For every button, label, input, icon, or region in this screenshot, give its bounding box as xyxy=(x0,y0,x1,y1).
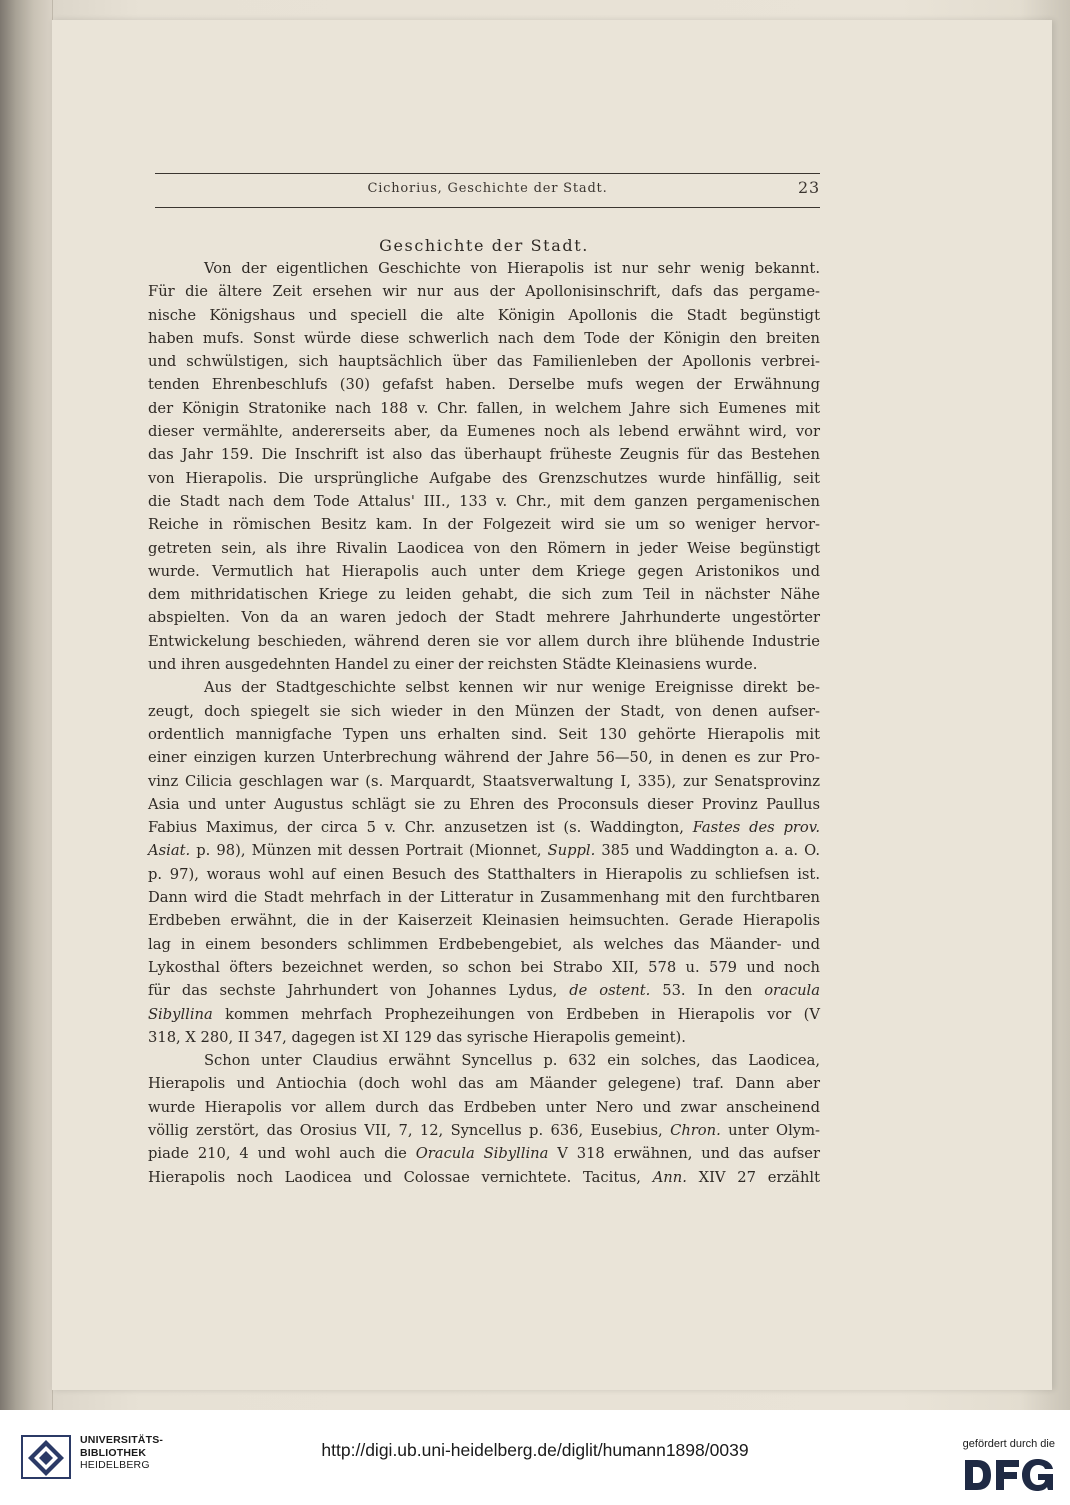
text-line xyxy=(148,956,820,979)
italic-citation: Suppl. xyxy=(547,842,596,860)
italic-citation: Chron. xyxy=(670,1121,721,1139)
running-title: Cichorius, Geschichte der Stadt. xyxy=(367,181,608,196)
text-segment: 318, X 280, II 347, dagegen ist XI 129 das syrische Hierapolis gemeint). xyxy=(148,1028,686,1046)
text-line xyxy=(148,1003,820,1026)
text-line xyxy=(148,1096,820,1119)
text-line xyxy=(148,793,820,816)
text-segment: für das sechste Jahrhundert von Johannes Lydus, xyxy=(148,982,570,1000)
text-segment: Reiche in römischen Besitz kam. In der Folgezeit wird sie um so weniger hervor- xyxy=(148,516,820,534)
text-segment: Von der eigentlichen Geschichte von Hierapolis ist nur sehr wenig bekannt. xyxy=(204,260,820,277)
section-title: Geschichte der Stadt. xyxy=(379,236,589,255)
text-segment: völlig zerstört, das Orosius VII, 7, 12, Syncellus p. 636, Eusebius, xyxy=(148,1121,671,1139)
text-segment: Erdbeben erwähnt, die in der Kaiserzeit Kleinasien heimsuchten. Gerade Hierapolis xyxy=(148,912,820,930)
text-segment: p. 98), Münzen mit dessen Portrait (Mionnet, xyxy=(190,842,548,860)
text-line xyxy=(148,886,820,909)
text-line xyxy=(148,1166,820,1189)
text-line xyxy=(148,630,820,653)
text-segment: piade 210, 4 und wohl auch die xyxy=(148,1145,416,1163)
text-segment: Schon unter Claudius erwähnt Syncellus p. 632 ein solches, das Laodicea, xyxy=(204,1052,820,1070)
text-segment: 53. In den xyxy=(650,982,765,1000)
text-segment: Fabius Maximus, der circa 5 v. Chr. anzusetzen ist (s. Waddington, xyxy=(148,819,693,837)
dfg-logo-icon xyxy=(963,1456,1055,1494)
text-line xyxy=(148,350,820,373)
text-segment: und ihren ausgedehnten Handel zu einer der reichsten Städte Kleinasiens wurde. xyxy=(148,656,758,674)
text-line xyxy=(148,653,820,676)
body-text xyxy=(148,257,820,1189)
text-line xyxy=(148,606,820,629)
italic-citation: Oracula Sibyllina xyxy=(415,1145,549,1163)
text-line xyxy=(148,863,820,886)
text-line xyxy=(148,979,820,1002)
text-segment: XIV 27 erzählt xyxy=(686,1168,820,1186)
header-rule-top xyxy=(155,173,820,174)
text-line xyxy=(148,583,820,606)
text-segment: Hierapolis noch Laodicea und Colossae vernichtete. Tacitus, xyxy=(148,1168,653,1186)
text-segment: der Königin Stratonike nach 188 v. Chr. fallen, in welchem Jahre sich Eumenes mit xyxy=(148,399,820,417)
italic-citation: Ann. xyxy=(652,1168,687,1186)
text-line xyxy=(148,443,820,466)
text-segment: Hierapolis und Antiochia (doch wohl das am Mäander gelegene) traf. Dann aber xyxy=(148,1075,820,1093)
text-segment: zeugt, doch spiegelt sie sich wieder in den Münzen der Stadt, von denen aufser- xyxy=(148,702,820,720)
page-number: 23 xyxy=(798,178,820,197)
text-line xyxy=(148,933,820,956)
italic-citation: Fastes des prov. xyxy=(692,819,820,837)
text-line xyxy=(148,304,820,327)
text-line xyxy=(148,1142,820,1165)
text-segment: von Hierapolis. Die ursprüngliche Aufgabe des Grenzschutzes wurde hinfällig, seit xyxy=(148,469,820,487)
header-rule-bottom xyxy=(155,207,820,208)
text-line xyxy=(148,1072,820,1095)
library-line-2: BIBLIOTHEK xyxy=(80,1446,147,1459)
running-head xyxy=(155,178,820,204)
text-line xyxy=(148,280,820,303)
text-line xyxy=(148,420,820,443)
text-line xyxy=(148,1026,820,1049)
text-line xyxy=(148,373,820,396)
text-segment: dem mithridatischen Kriege zu leiden gehabt, die sich zum Teil in nächster Nähe xyxy=(148,586,820,604)
text-line xyxy=(148,560,820,583)
text-line xyxy=(148,909,820,932)
text-line xyxy=(148,1119,820,1142)
text-segment: Dann wird die Stadt mehrfach in der Litteratur in Zusammenhang mit den furchtbaren xyxy=(148,889,820,907)
italic-citation: Sibyllina xyxy=(148,1005,213,1023)
library-line-3: HEIDELBERG xyxy=(80,1459,150,1471)
text-segment: Lykosthal öfters bezeichnet werden, so schon bei Strabo XII, 578 u. 579 und noch xyxy=(148,958,820,976)
text-line xyxy=(148,490,820,513)
text-segment: einer einzigen kurzen Unterbrechung während der Jahre 56—50, in denen es zur Pro- xyxy=(148,749,820,767)
text-line xyxy=(148,700,820,723)
text-segment: wurde. Vermutlich hat Hierapolis auch unter dem Kriege gegen Aristonikos und xyxy=(148,562,820,580)
text-line xyxy=(148,397,820,420)
text-line xyxy=(148,467,820,490)
text-line xyxy=(148,257,820,280)
text-segment: getreten sein, als ihre Rivalin Laodicea von den Römern in jeder Weise begünstigt xyxy=(148,539,820,557)
text-segment: und schwülstigen, sich hauptsächlich über das Familienleben der Apollonis verbrei- xyxy=(148,353,820,371)
text-line xyxy=(148,327,820,350)
text-segment: ordentlich mannigfache Typen uns erhalten sind. Seit 130 gehörte Hierapolis mit xyxy=(148,725,820,743)
text-line xyxy=(148,1049,820,1072)
book-spine xyxy=(0,0,53,1410)
text-segment: unter Olym- xyxy=(720,1121,820,1139)
text-line xyxy=(148,746,820,769)
text-segment: kommen mehrfach Prophezeihungen von Erdbeben in Hierapolis vor (V xyxy=(212,1005,820,1023)
text-segment: die Stadt nach dem Tode Attalus' III., 133 v. Chr., mit dem ganzen pergamenischen xyxy=(148,492,820,510)
text-segment: das Jahr 159. Die Inschrift ist also das überhaupt früheste Zeugnis für das Bestehen xyxy=(148,446,820,464)
text-line xyxy=(148,676,820,699)
text-segment: dieser vermählte, andererseits aber, da Eumenes noch als lebend erwähnt wird, vor xyxy=(148,423,820,441)
text-line xyxy=(148,770,820,793)
text-segment: lag in einem besonders schlimmen Erdbebengebiet, als welches das Mäander- und xyxy=(148,935,820,953)
funded-by-label: gefördert durch die xyxy=(962,1438,1055,1450)
text-segment: haben mufs. Sonst würde diese schwerlich nach dem Tode der Königin den breiten xyxy=(148,329,820,347)
library-line-1: UNIVERSITÄTS- xyxy=(80,1434,164,1446)
text-segment: Aus der Stadtgeschichte selbst kennen wir nur wenige Ereignisse direkt be- xyxy=(204,679,820,697)
permalink-url[interactable]: http://digi.ub.uni-heidelberg.de/diglit/humann1898/0039 xyxy=(321,1440,749,1460)
text-line xyxy=(148,513,820,536)
text-line xyxy=(148,723,820,746)
text-line xyxy=(148,537,820,560)
text-segment: nische Königshaus und speciell die alte Königin Apollonis die Stadt begünstigt xyxy=(148,306,820,324)
italic-citation: oracula xyxy=(764,982,820,1000)
text-segment: p. 97), woraus wohl auf einen Besuch des Statthalters in Hierapolis zu schliefsen ist. xyxy=(148,865,820,883)
text-segment: Für die ältere Zeit ersehen wir nur aus der Apollonisinschrift, dafs das pergame- xyxy=(148,283,820,301)
text-segment: V 318 erwähnen, und das aufser xyxy=(548,1145,820,1163)
text-segment: abspielten. Von da an waren jedoch der Stadt mehrere Jahrhunderte ungestörter xyxy=(148,609,820,627)
italic-citation: de ostent. xyxy=(569,982,651,1000)
italic-citation: Asiat. xyxy=(148,842,191,860)
text-segment: tenden Ehrenbeschlufs (30) gefafst haben. Derselbe mufs wegen der Erwähnung xyxy=(148,376,820,394)
text-segment: 385 und Waddington a. a. O. xyxy=(595,842,820,860)
text-segment: Entwickelung beschieden, während deren sie vor allem durch ihre blühende Industrie xyxy=(148,632,820,650)
text-segment: vinz Cilicia geschlagen war (s. Marquardt, Staatsverwaltung I, 335), zur Senatsprovinz xyxy=(148,772,820,790)
text-segment: Asia und unter Augustus schlägt sie zu Ehren des Proconsuls dieser Provinz Paullus xyxy=(148,795,820,813)
text-line xyxy=(148,816,820,839)
text-segment: wurde Hierapolis vor allem durch das Erdbeben unter Nero und zwar anscheinend xyxy=(148,1098,820,1116)
text-line xyxy=(148,839,820,862)
viewer-footer xyxy=(0,1410,1070,1505)
